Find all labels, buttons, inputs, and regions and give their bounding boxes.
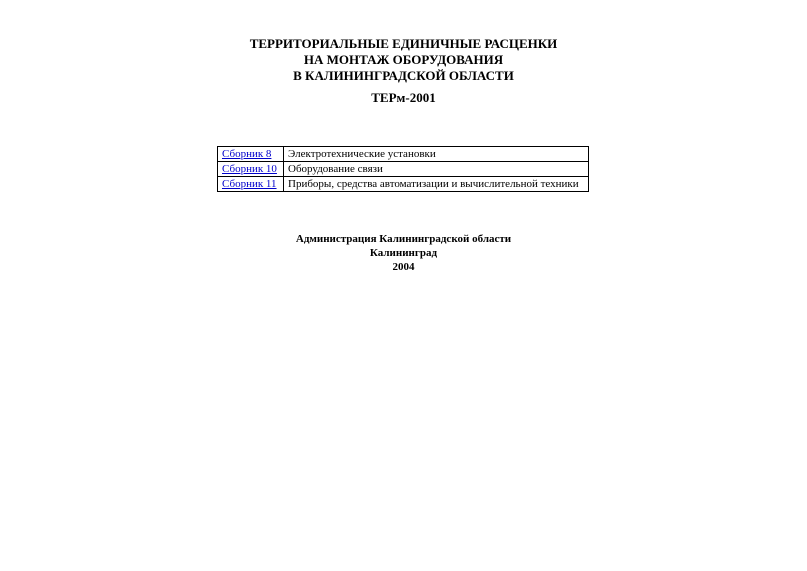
document-title — [0, 36, 807, 84]
title-line-1: ТЕРРИТОРИАЛЬНЫЕ ЕДИНИЧНЫЕ РАСЦЕНКИ — [249, 36, 558, 51]
organization-name: Администрация Калининградской области — [295, 233, 512, 245]
table-row — [218, 162, 589, 177]
publisher-block — [0, 232, 807, 274]
table-row — [218, 147, 589, 162]
link-cell — [218, 162, 284, 177]
description-cell: Оборудование связи — [284, 162, 589, 177]
collection-10-link[interactable]: Сборник 10 — [222, 162, 277, 175]
description-cell: Электротехнические установки — [284, 147, 589, 162]
collection-8-link[interactable]: Сборник 8 — [222, 147, 272, 160]
collection-11-link[interactable]: Сборник 11 — [222, 177, 277, 190]
description-cell: Приборы, средства автоматизации и вычислительной техники — [284, 177, 589, 192]
collections-table — [217, 146, 589, 192]
city-name: Калининград — [369, 247, 438, 259]
publication-year: 2004 — [392, 261, 415, 273]
table-row — [218, 177, 589, 192]
title-line-3: В КАЛИНИНГРАДСКОЙ ОБЛАСТИ — [293, 68, 514, 83]
link-cell — [218, 147, 284, 162]
link-cell — [218, 177, 284, 192]
document-code: ТЕРм-2001 — [371, 90, 436, 105]
title-line-2: НА МОНТАЖ ОБОРУДОВАНИЯ — [303, 52, 504, 67]
